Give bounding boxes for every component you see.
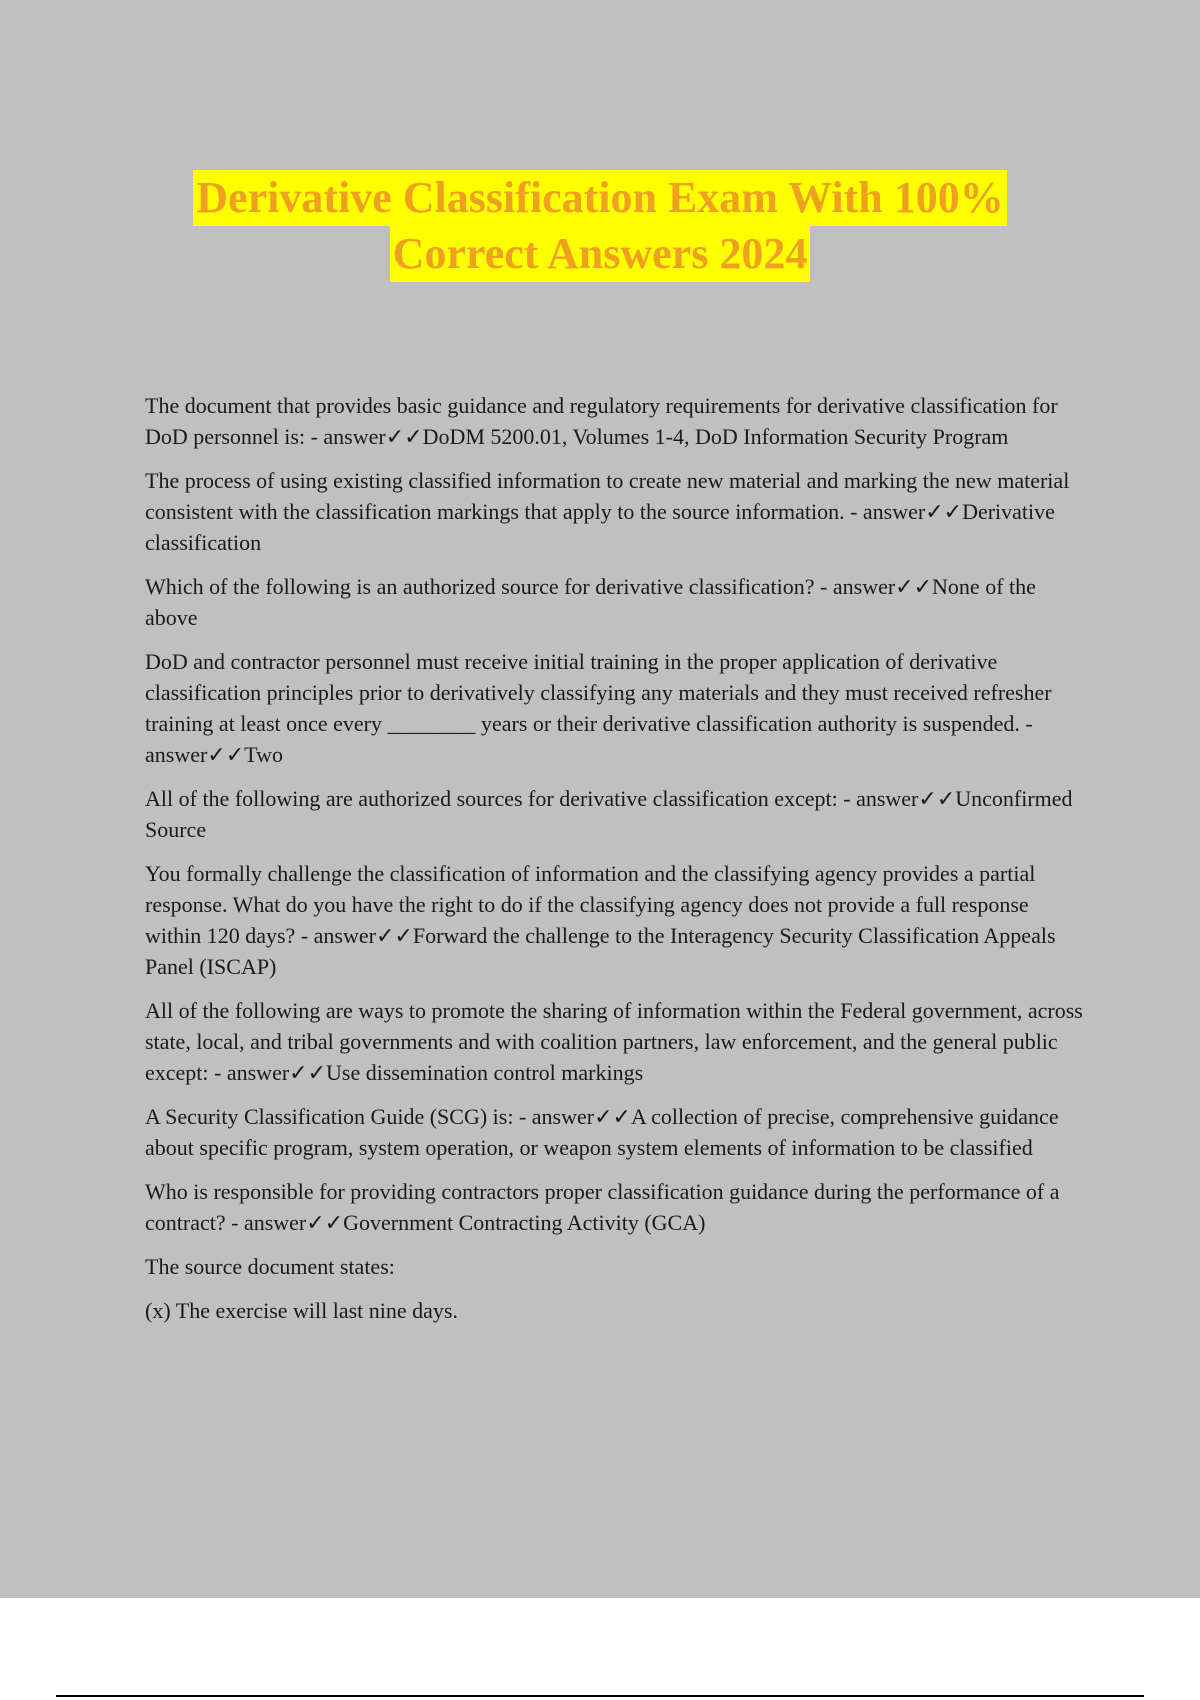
qa-paragraph: Which of the following is an authorized source for derivative classification? - answer✓✓None of the above <box>145 574 1036 630</box>
qa-paragraph: All of the following are authorized sources for derivative classification except: - answer✓✓Unconfirmed Source <box>145 786 1073 842</box>
answer-marker: answer✓✓ <box>243 1210 344 1235</box>
answer-text: A collection of precise, comprehensive guidance about specific program, system operation, or weapon system elements of information to be classified <box>145 1104 1059 1160</box>
answer-text: DoDM 5200.01, Volumes 1-4, DoD Information Security Program <box>422 424 1009 449</box>
question-text: The document that provides basic guidance and regulatory requirements for derivative classification for DoD personnel is: <box>145 393 1058 449</box>
qa-paragraph: All of the following are ways to promote the sharing of information within the Federal government, across state, local, and tribal governments and with coalition partners, law enforcement, and the general public except: - answer✓✓Use dissemination control markings <box>145 998 1083 1085</box>
answer-text: Use dissemination control markings <box>326 1060 644 1085</box>
question-text: All of the following are ways to promote the sharing of information within the Federal government, across state, local, and tribal governments and with coalition partners, law enforcement, and the general public except: <box>145 998 1083 1085</box>
answer-marker: answer✓✓ <box>226 1060 327 1085</box>
question-text: Which of the following is an authorized source for derivative classification? <box>145 574 815 599</box>
answer-marker: answer✓✓ <box>862 499 963 524</box>
question-text: Who is responsible for providing contractors proper classification guidance during the performance of a contract? <box>145 1179 1060 1235</box>
answer-marker: answer✓✓ <box>832 574 933 599</box>
question-text: A Security Classification Guide (SCG) is: <box>145 1104 514 1129</box>
answer-marker: answer✓✓ <box>145 742 245 767</box>
answer-marker: answer✓✓ <box>856 786 956 811</box>
document-body <box>145 390 1090 1339</box>
answer-marker: answer✓✓ <box>323 424 423 449</box>
answer-text: Forward the challenge to the Interagency Security Classification Appeals Panel (ISCAP) <box>145 923 1056 979</box>
answer-text: Two <box>244 742 283 767</box>
question-text: All of the following are authorized sources for derivative classification except: <box>145 786 838 811</box>
answer-marker: answer✓✓ <box>313 923 413 948</box>
question-text: The process of using existing classified information to create new material and marking the new material consistent with the classification markings that apply to the source information. <box>145 468 1070 524</box>
body-paragraph: (x) The exercise will last nine days. <box>145 1298 458 1323</box>
qa-paragraph: A Security Classification Guide (SCG) is: - answer✓✓A collection of precise, comprehensive guidance about specific program, system operation, or weapon system elements of information to be classified <box>145 1104 1059 1160</box>
answer-text: Unconfirmed Source <box>145 786 1073 842</box>
answer-marker: answer✓✓ <box>531 1104 631 1129</box>
qa-paragraph: You formally challenge the classification of information and the classifying agency provides a partial response. What do you have the right to do if the classifying agency does not provide a full response within 120 days? - answer✓✓Forward the challenge to the Interagency Security Classification Appeals Panel (ISCAP) <box>145 861 1056 979</box>
qa-paragraph: DoD and contractor personnel must receive initial training in the proper application of derivative classification principles prior to derivatively classifying any materials and they must received refresher training at least once every ________ years or their derivative classification authority is suspended. - answer✓✓Two <box>145 649 1052 767</box>
footer-divider <box>56 1695 1144 1697</box>
answer-text: Derivative classification <box>145 499 1055 555</box>
document-title <box>0 170 1200 282</box>
answer-text: None of the above <box>145 574 1036 630</box>
qa-paragraph: Who is responsible for providing contractors proper classification guidance during the performance of a contract? - answer✓✓Government Contracting Activity (GCA) <box>145 1179 1060 1235</box>
title-line-1: Derivative Classification Exam With 100% <box>0 170 1200 226</box>
question-text: DoD and contractor personnel must receive initial training in the proper application of derivative classification principles prior to derivatively classifying any materials and they must received refresher training at least once every ________ years or their derivative classification authority is suspended. <box>145 649 1052 736</box>
question-text: You formally challenge the classification of information and the classifying agency provides a partial response. What do you have the right to do if the classifying agency does not provide a full response within 120 days? <box>145 861 1036 948</box>
body-paragraph: The source document states: <box>145 1254 395 1279</box>
answer-text: Government Contracting Activity (GCA) <box>343 1210 706 1235</box>
qa-paragraph: The process of using existing classified information to create new material and marking the new material consistent with the classification markings that apply to the source information. - answer✓✓Derivative classification <box>145 468 1070 555</box>
title-line-2: Correct Answers 2024 <box>0 226 1200 282</box>
qa-paragraph: The document that provides basic guidance and regulatory requirements for derivative classification for DoD personnel is: - answer✓✓DoDM 5200.01, Volumes 1-4, DoD Information Security Program <box>145 393 1058 449</box>
